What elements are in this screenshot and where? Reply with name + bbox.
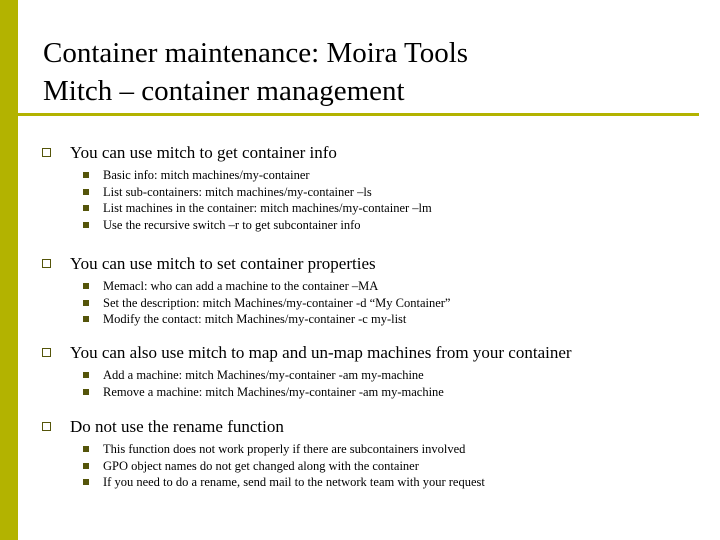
filled-square-bullet-icon <box>83 205 89 211</box>
section-heading: You can also use mitch to map and un-map machines from your container <box>70 343 572 362</box>
filled-square-bullet-icon <box>83 446 89 452</box>
section-map-unmap-machines <box>42 343 702 400</box>
section-heading: Do not use the rename function <box>70 417 284 436</box>
square-bullet-icon <box>42 259 51 268</box>
section-heading-row <box>42 254 702 278</box>
filled-square-bullet-icon <box>83 300 89 306</box>
list-item <box>42 474 702 491</box>
list-item <box>42 295 702 312</box>
list-item-text: Remove a machine: mitch Machines/my-container -am my-machine <box>103 384 444 399</box>
list-item-text: List sub-containers: mitch machines/my-container –ls <box>103 184 372 199</box>
list-item <box>42 217 702 234</box>
filled-square-bullet-icon <box>83 222 89 228</box>
list-item <box>42 278 702 295</box>
filled-square-bullet-icon <box>83 463 89 469</box>
section-heading: You can use mitch to get container info <box>70 143 337 162</box>
section-heading-row <box>42 417 702 441</box>
list-item-text: If you need to do a rename, send mail to the network team with your request <box>103 475 485 490</box>
title-line-1: Container maintenance: Moira Tools <box>43 37 469 69</box>
list-item-text: Add a machine: mitch Machines/my-container -am my-machine <box>103 368 424 382</box>
sub-bullet-list <box>42 441 702 491</box>
list-item-text: Use the recursive switch –r to get subcontainer info <box>103 218 361 233</box>
list-item-text: Modify the contact: mitch Machines/my-container -c my-list <box>103 312 407 327</box>
sub-bullet-list <box>42 167 702 234</box>
list-item <box>42 384 702 401</box>
list-item <box>42 311 702 328</box>
filled-square-bullet-icon <box>83 283 89 289</box>
left-accent-bar <box>0 0 18 540</box>
filled-square-bullet-icon <box>83 389 89 395</box>
square-bullet-icon <box>42 148 51 157</box>
filled-square-bullet-icon <box>83 479 89 485</box>
section-heading: You can use mitch to set container properties <box>70 254 376 273</box>
sub-bullet-list <box>42 278 702 328</box>
list-item-text: This function does not work properly if there are subcontainers involved <box>103 442 466 456</box>
list-item <box>42 441 702 458</box>
section-heading-row <box>42 343 702 367</box>
square-bullet-icon <box>42 348 51 357</box>
filled-square-bullet-icon <box>83 172 89 178</box>
filled-square-bullet-icon <box>83 316 89 322</box>
section-set-container-properties <box>42 254 702 328</box>
list-item-text: Set the description: mitch Machines/my-container -d “My Container” <box>103 295 451 310</box>
list-item-text: GPO object names do not get changed along with the container <box>103 458 419 473</box>
title-underline-rule <box>18 113 699 116</box>
list-item <box>42 458 702 475</box>
list-item <box>42 200 702 217</box>
list-item-text: Memacl: who can add a machine to the container –MA <box>103 279 379 293</box>
list-item-text: List machines in the container: mitch machines/my-container –lm <box>103 201 432 216</box>
list-item <box>42 167 702 184</box>
list-item <box>42 367 702 384</box>
filled-square-bullet-icon <box>83 189 89 195</box>
sub-bullet-list <box>42 367 702 400</box>
section-get-container-info <box>42 143 702 234</box>
section-heading-row <box>42 143 702 167</box>
slide-title <box>43 34 683 110</box>
list-item <box>42 184 702 201</box>
square-bullet-icon <box>42 422 51 431</box>
section-rename-warning <box>42 417 702 491</box>
filled-square-bullet-icon <box>83 372 89 378</box>
list-item-text: Basic info: mitch machines/my-container <box>103 168 310 182</box>
title-line-2: Mitch – container management <box>43 75 405 107</box>
